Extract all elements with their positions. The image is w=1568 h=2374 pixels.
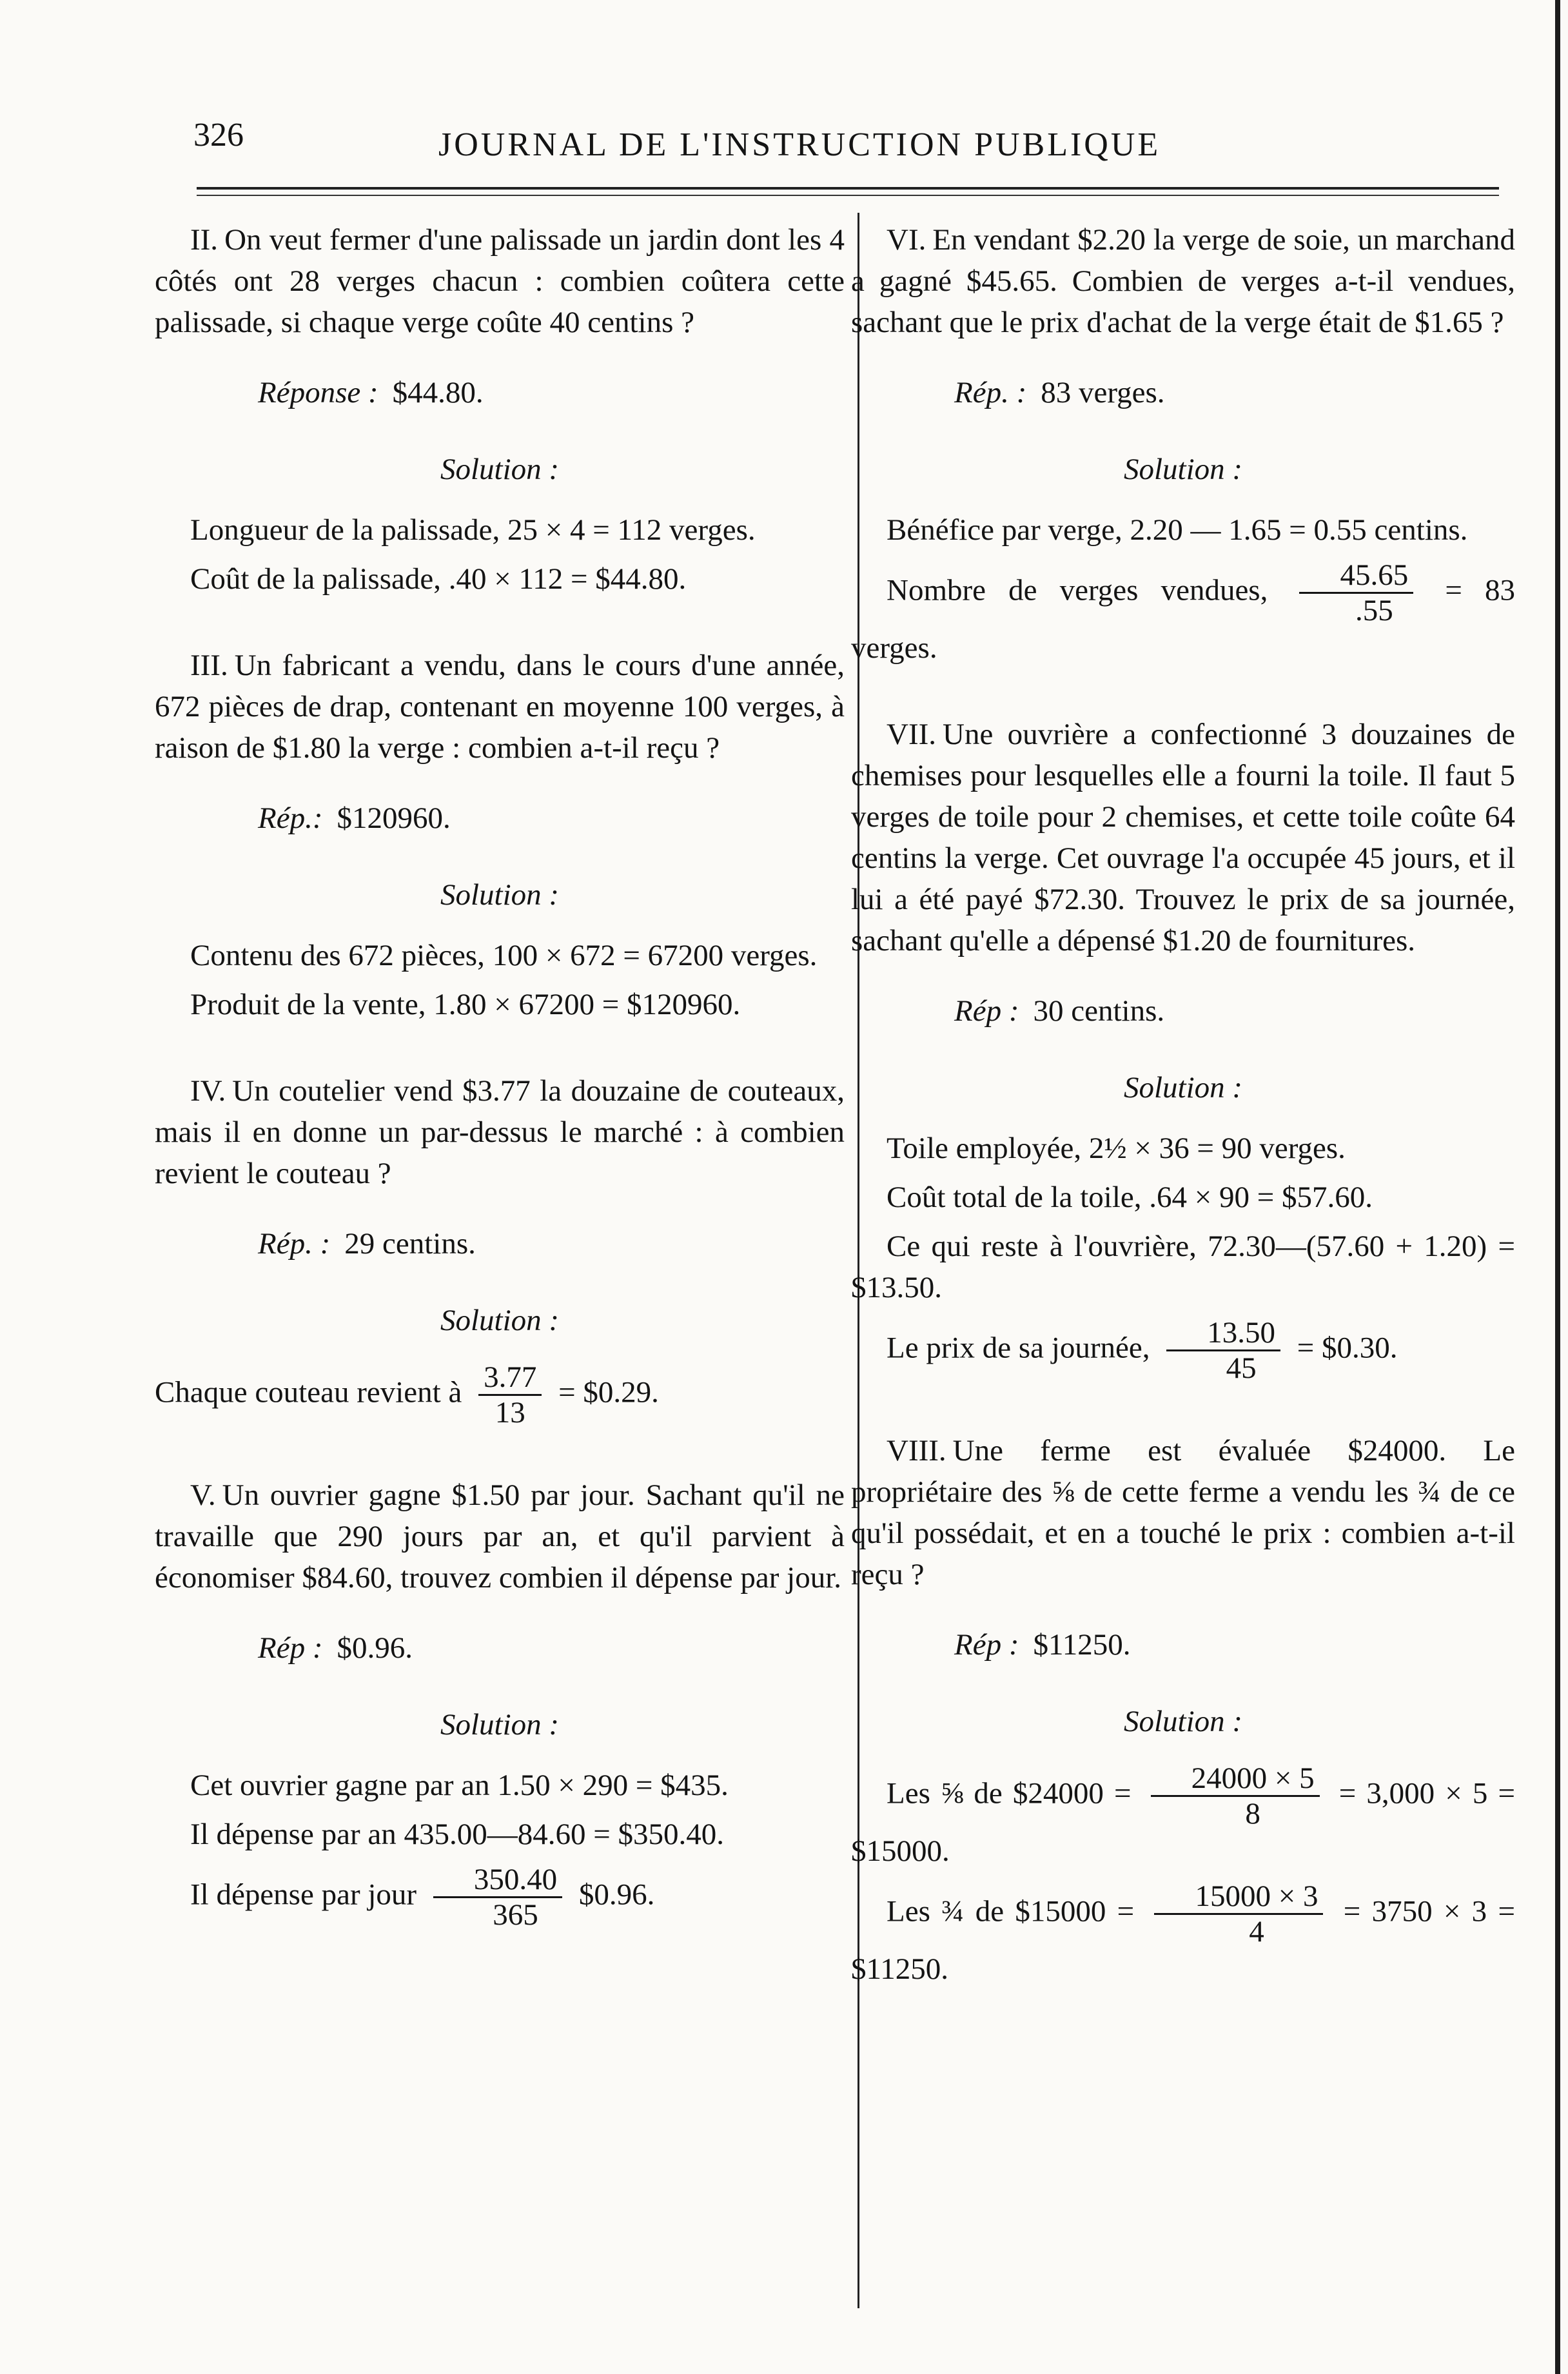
problem-number: III. xyxy=(190,649,228,682)
solution-line xyxy=(851,1761,1515,1872)
problem-number: VIII. xyxy=(887,1434,946,1467)
solution-line: Contenu des 672 pièces, 100 × 672 = 67200 verges. xyxy=(190,939,818,972)
answer-label: Réponse : xyxy=(258,376,378,409)
answer xyxy=(258,372,845,413)
fraction xyxy=(1151,1761,1320,1830)
problem-ii xyxy=(155,219,845,600)
solution-line xyxy=(155,1863,845,1932)
solution-heading: Solution : xyxy=(440,1304,560,1337)
solution-heading: Solution : xyxy=(1123,1705,1243,1738)
answer xyxy=(954,990,1515,1032)
page-edge-shadow xyxy=(1555,0,1560,2374)
answer-value: 83 verges. xyxy=(1041,376,1165,409)
solution-line xyxy=(851,1316,1515,1385)
answer-value: $11250. xyxy=(1033,1628,1131,1662)
fraction-numerator: 24000 × 5 xyxy=(1151,1761,1320,1797)
fraction xyxy=(1166,1316,1280,1385)
answer xyxy=(258,1627,845,1669)
problem-number: VII. xyxy=(887,718,936,751)
fraction xyxy=(1154,1879,1323,1948)
problem-text: Une ouvrière a confectionné 3 douzaines de chemises pour lesquelles elle a fourni la toile. Il faut 5 verges de toile pour 2 chemises, et cette toile coûte 64 centins la verge. Cet ouvrage l'a occupée 45 jours, et il lui a été payé $72.30. Trouvez le prix de sa journée, sachant qu'elle a dépensé $1.20 de fournitures. xyxy=(851,718,1515,957)
problem-number: VI. xyxy=(887,223,926,257)
problem-text: Une ferme est évaluée $24000. Le propriétaire des ⅝ de cette ferme a vendu les ¾ de ce qu'il possédait, et en a touché le prix : combien a-t-il reçu ? xyxy=(851,1434,1515,1591)
answer-value: $120960. xyxy=(337,801,451,835)
answer-label: Rép : xyxy=(258,1631,323,1665)
problem-statement xyxy=(155,219,845,343)
fraction-denominator: 8 xyxy=(1245,1797,1260,1830)
answer-value: $44.80. xyxy=(392,376,484,409)
solution-line: Toile employée, 2½ × 36 = 90 verges. xyxy=(887,1132,1346,1165)
solution-heading: Solution : xyxy=(440,878,560,912)
problem-statement xyxy=(155,1475,845,1598)
solution-heading: Solution : xyxy=(1123,1071,1243,1104)
solution-line xyxy=(155,1360,845,1429)
solution-text: = 3750 × 3 = $11250. xyxy=(851,1894,1515,1986)
fraction xyxy=(433,1863,562,1932)
solution-line: Il dépense par an 435.00—84.60 = $350.40. xyxy=(190,1818,724,1851)
fraction-numerator: 350.40 xyxy=(433,1863,562,1898)
fraction xyxy=(478,1360,542,1429)
answer xyxy=(258,798,845,839)
fraction-numerator: 3.77 xyxy=(478,1360,542,1396)
problem-statement xyxy=(155,645,845,769)
solution-line: Ce qui reste à l'ouvrière, 72.30—(57.60 + 1.20) = $13.50. xyxy=(851,1230,1515,1304)
solution-line: Cet ouvrier gagne par an 1.50 × 290 = $435. xyxy=(190,1769,729,1802)
answer-label: Rép : xyxy=(954,994,1019,1028)
answer xyxy=(258,1223,845,1264)
fraction-denominator: 45 xyxy=(1226,1351,1257,1385)
solution-line xyxy=(851,558,1515,669)
fraction-denominator: 4 xyxy=(1249,1915,1264,1948)
fraction-numerator: 45.65 xyxy=(1299,558,1413,594)
answer-label: Rép. : xyxy=(954,376,1027,409)
solution-heading: Solution : xyxy=(1123,453,1243,486)
fraction-denominator: 365 xyxy=(493,1898,538,1932)
answer-value: $0.96. xyxy=(337,1631,413,1665)
fraction-denominator: 13 xyxy=(495,1396,525,1429)
answer-label: Rép : xyxy=(954,1628,1019,1662)
solution-text: Le prix de sa journée, xyxy=(887,1331,1150,1365)
answer-label: Rép.: xyxy=(258,801,323,835)
problem-text: Un ouvrier gagne $1.50 par jour. Sachant qu'il ne travaille que 290 jours par an, et qu'il parvient à économiser $84.60, trouvez combien il dépense par jour. xyxy=(155,1478,845,1594)
solution-text: = $0.30. xyxy=(1297,1331,1398,1365)
solution-line: Longueur de la palissade, 25 × 4 = 112 verges. xyxy=(190,513,756,547)
problem-text: En vendant $2.20 la verge de soie, un marchand a gagné $45.65. Combien de verges a-t-il vendues, sachant que le prix d'achat de la verge était de $1.65 ? xyxy=(851,223,1515,339)
problem-viii xyxy=(851,1430,1515,1990)
page-header xyxy=(193,110,1451,181)
solution-heading: Solution : xyxy=(440,453,560,486)
problem-number: II. xyxy=(190,223,219,257)
fraction xyxy=(1299,558,1413,627)
solution-heading: Solution : xyxy=(440,1708,560,1741)
solution-line: Coût de la palissade, .40 × 112 = $44.80. xyxy=(190,562,687,596)
problem-statement xyxy=(851,714,1515,961)
problem-text: On veut fermer d'une palissade un jardin dont les 4 côtés ont 28 verges chacun : combien coûtera cette palissade, si chaque verge coûte 40 centins ? xyxy=(155,223,845,339)
solution-line: Bénéfice par verge, 2.20 — 1.65 = 0.55 centins. xyxy=(887,513,1468,547)
problem-iii xyxy=(155,645,845,1025)
problem-iv xyxy=(155,1070,845,1429)
answer xyxy=(954,1624,1515,1665)
fraction-numerator: 15000 × 3 xyxy=(1154,1879,1323,1915)
solution-text: = 3,000 × 5 = $15000. xyxy=(851,1776,1515,1868)
problem-statement xyxy=(851,219,1515,343)
solution-text: Les ¾ de $15000 = xyxy=(887,1894,1135,1928)
problem-vi xyxy=(851,219,1515,669)
solution-text: = $0.29. xyxy=(558,1375,659,1409)
problem-statement xyxy=(155,1070,845,1194)
solution-text: $0.96. xyxy=(578,1878,655,1912)
answer-value: 30 centins. xyxy=(1033,994,1165,1028)
fraction-numerator: 13.50 xyxy=(1166,1316,1280,1351)
fraction-denominator: .55 xyxy=(1355,594,1393,627)
problem-number: IV. xyxy=(190,1074,226,1108)
left-column xyxy=(155,219,845,1932)
solution-text: = 83 verges. xyxy=(851,573,1516,665)
solution-line: Coût total de la toile, .64 × 90 = $57.60. xyxy=(887,1181,1373,1214)
header-rule-thin xyxy=(197,195,1499,196)
solution-line: Produit de la vente, 1.80 × 67200 = $120960. xyxy=(190,988,741,1021)
problem-statement xyxy=(851,1430,1515,1595)
problem-text: Un coutelier vend $3.77 la douzaine de couteaux, mais il en donne un par-dessus le marché : à combien revient le couteau ? xyxy=(155,1074,845,1190)
answer-label: Rép. : xyxy=(258,1227,331,1261)
running-title: JOURNAL DE L'INSTRUCTION PUBLIQUE xyxy=(438,126,1161,163)
solution-text: Chaque couteau revient à xyxy=(155,1375,462,1409)
solution-text: Il dépense par jour xyxy=(190,1878,417,1912)
header-rule xyxy=(197,187,1499,190)
right-column xyxy=(851,219,1515,1990)
problem-text: Un fabricant a vendu, dans le cours d'une année, 672 pièces de drap, contenant en moyenne 100 verges, à raison de $1.80 la verge : combien a-t-il reçu ? xyxy=(155,649,845,765)
answer xyxy=(954,372,1515,413)
solution-text: Les ⅝ de $24000 = xyxy=(887,1776,1132,1810)
solution-text: Nombre de verges vendues, xyxy=(887,573,1268,607)
problem-number: V. xyxy=(190,1478,216,1512)
page-number: 326 xyxy=(193,117,244,153)
problem-vii xyxy=(851,714,1515,1385)
solution-line xyxy=(851,1879,1515,1990)
answer-value: 29 centins. xyxy=(344,1227,476,1261)
problem-v xyxy=(155,1475,845,1932)
